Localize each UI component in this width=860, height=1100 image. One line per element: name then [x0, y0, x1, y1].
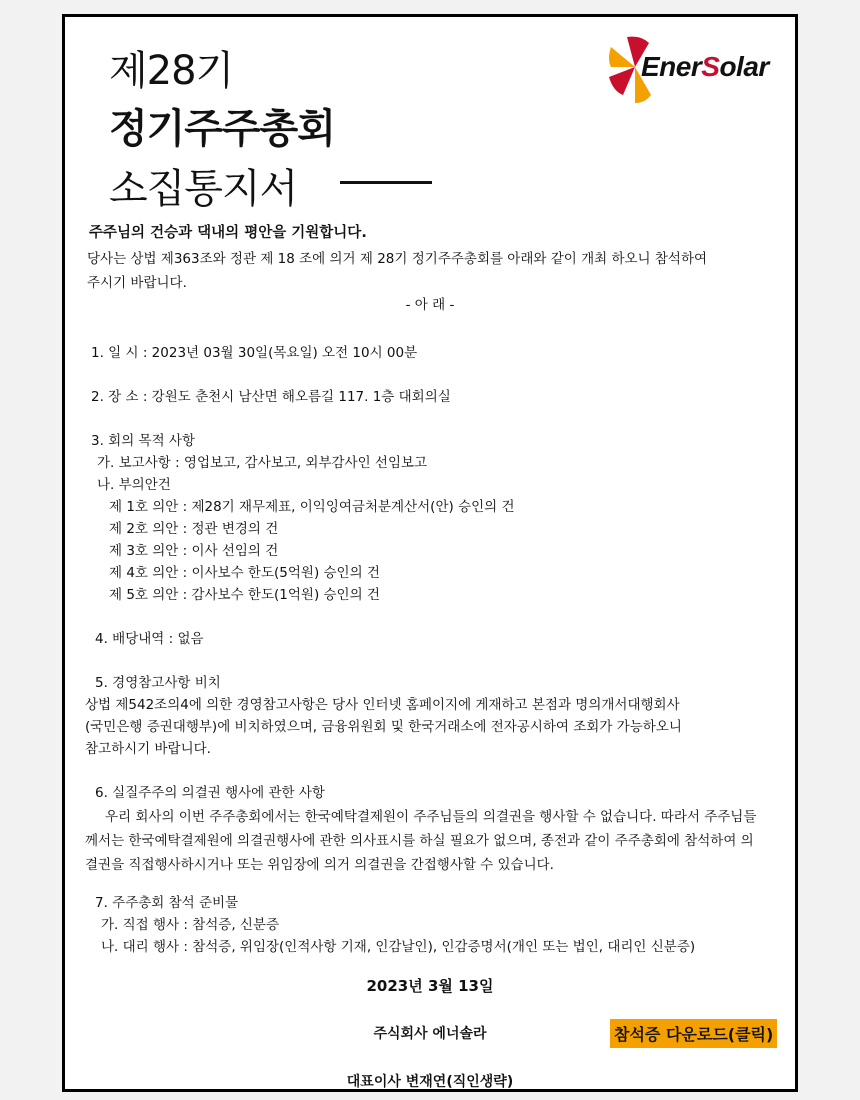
voting-line-2: 께서는 한국예탁결제원에 의결권행사에 관한 의사표시를 하실 필요가 없으며, 종전과 같이 주주총회에 참석하여 의	[85, 833, 754, 849]
item-dividend: 4. 배당내역 : 없음	[95, 631, 204, 647]
item-resolution-title: 나. 부의안건	[97, 477, 171, 493]
reference-line-3: 참고하시기 바랍니다.	[85, 741, 211, 757]
intro-line-1: 당사는 상법 제363조와 정관 제 18 조에 의거 제 28기 정기주주총회를 아래와 같이 개최 하오니 참석하여	[87, 251, 708, 267]
item-reference-title: 5. 경영참고사항 비치	[95, 675, 221, 691]
notice-document	[62, 14, 798, 1092]
section-heading: - 아 래 -	[405, 297, 455, 313]
greeting: 주주님의 건승과 댁내의 평안을 기원합니다.	[89, 225, 367, 241]
resolution-1: 제 1호 의안 : 제28기 재무제표, 이익잉여금처분계산서(안) 승인의 건	[109, 499, 515, 515]
enersolar-logo	[605, 33, 785, 107]
title-meeting: 정기주주총회	[109, 106, 335, 152]
logo-wordmark: EnerSolar	[641, 51, 769, 82]
voting-line-1: 우리 회사의 이번 주주총회에서는 한국예탁결제원이 주주님들의 의결권을 행사할 수 없습니다. 따라서 주주님들	[105, 809, 757, 825]
company-name: 주식회사 에너솔라	[373, 1026, 487, 1042]
title-session: 제28기	[109, 48, 234, 94]
download-ticket-button[interactable]: 참석증 다운로드(클릭)	[610, 1019, 777, 1048]
voting-line-3: 결권을 직접행사하시거나 또는 위임장에 의거 의결권을 간접행사할 수 있습니다.	[85, 857, 554, 873]
resolution-2: 제 2호 의안 : 정관 변경의 건	[109, 521, 279, 537]
resolution-5: 제 5호 의안 : 감사보수 한도(1억원) 승인의 건	[109, 587, 380, 603]
title-divider	[340, 181, 432, 184]
title-notice: 소집통지서	[109, 166, 298, 212]
notice-date: 2023년 3월 13일	[366, 977, 494, 995]
item-report: 가. 보고사항 : 영업보고, 감사보고, 외부감사인 선임보고	[97, 455, 428, 471]
item-prep-title: 7. 주주총회 참석 준비물	[95, 895, 239, 911]
item-date-time: 1. 일 시 : 2023년 03월 30일(목요일) 오전 10시 00분	[91, 345, 418, 361]
prep-direct: 가. 직접 행사 : 참석증, 신분증	[101, 917, 280, 933]
item-voting-title: 6. 실질주주의 의결권 행사에 관한 사항	[95, 785, 325, 801]
prep-proxy: 나. 대리 행사 : 참석증, 위임장(인적사항 기재, 인감날인), 인감증명서(개인 또는 법인, 대리인 신분증)	[101, 939, 696, 955]
resolution-3: 제 3호 의안 : 이사 선임의 건	[109, 543, 279, 559]
reference-line-1: 상법 제542조의4에 의한 경영참고사항은 당사 인터넷 홈페이지에 게재하고 본점과 명의개서대행회사	[85, 697, 680, 713]
resolution-4: 제 4호 의안 : 이사보수 한도(5억원) 승인의 건	[109, 565, 380, 581]
reference-line-2: (국민은행 증권대행부)에 비치하였으며, 금융위원회 및 한국거래소에 전자공시하여 조회가 가능하오니	[85, 719, 682, 735]
intro-line-2: 주시기 바랍니다.	[87, 275, 187, 291]
ceo-signature: 대표이사 변재연(직인생략)	[346, 1074, 514, 1090]
item-place: 2. 장 소 : 강원도 춘천시 남산면 해오름길 117. 1층 대회의실	[91, 389, 451, 405]
item-agenda-title: 3. 회의 목적 사항	[91, 433, 195, 449]
